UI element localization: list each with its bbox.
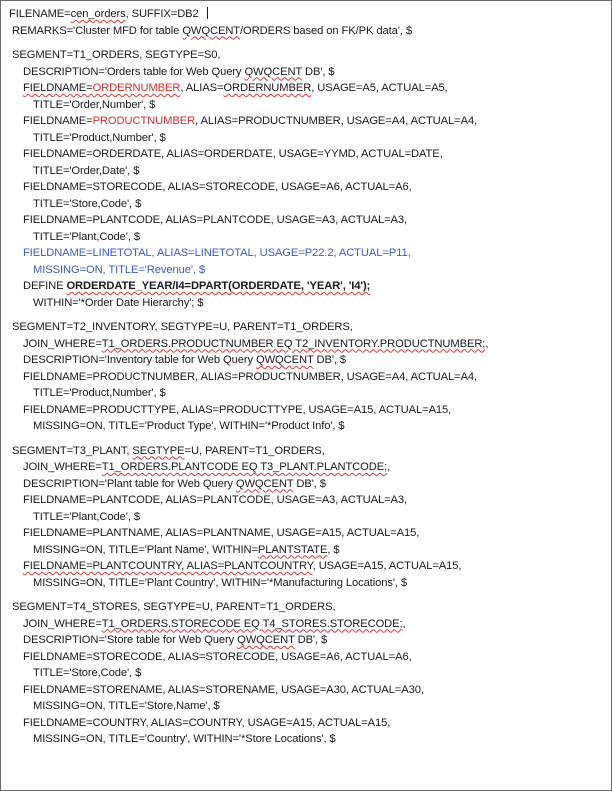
code-text: MISSING=ON, TITLE='Store,Name', $ [33, 700, 220, 712]
code-text: FIELDNAME=STORENAME, ALIAS=STORENAME, USAGE=A30, ACTUAL=A30, [23, 683, 424, 696]
code-text: TITLE='Order,Date', $ [33, 164, 140, 177]
code-line [9, 632, 607, 649]
code-text: WITHIN='*Store Locations', $ [193, 733, 336, 745]
code-text: DB', $ [301, 65, 335, 78]
code-line [9, 278, 607, 295]
code-text: FIELDNAME=COUNTRY, ALIAS=COUNTRY, USAGE=A15, ACTUAL=A15, [23, 716, 391, 729]
code-text: FIELDNAME=PLANTNAME, ALIAS=PLANTNAME, USAGE=A15, ACTUAL=A15, [23, 527, 420, 539]
code-text: , [387, 461, 391, 473]
blank-line [9, 435, 607, 443]
code-text: , USAGE=A15, ACTUAL=A15, [312, 560, 462, 572]
code-text: ORDERNUMBER [223, 82, 312, 94]
code-line [9, 542, 607, 559]
code-line [9, 47, 607, 64]
code-line [9, 525, 607, 542]
code-text: FIELDNAME= [23, 115, 93, 127]
code-line [9, 212, 607, 229]
code-text: /ORDERS based on FK/PK data', $ [240, 24, 412, 37]
code-line [9, 64, 607, 81]
code-line [9, 492, 607, 509]
code-text: REMARKS='Cluster MFD for table [12, 24, 183, 37]
code-text: DEFINE [23, 280, 67, 292]
code-text: WITHIN='*Order Date Hierarchy'; $ [33, 296, 204, 309]
code-text: ORDERDATE_YEAR/I4=DPART(ORDERDATE, 'YEAR', 'I4'); [66, 280, 371, 292]
code-text: , USAGE=A5, ACTUAL=A5, [311, 82, 448, 94]
code-text: TITLE='Store,Code', $ [33, 667, 142, 679]
code-line [9, 402, 607, 419]
code-text: =U, PARENT=T1_ORDERS, [184, 444, 325, 457]
code-line [9, 558, 607, 575]
code-line [9, 599, 607, 616]
code-line [9, 196, 607, 213]
code-text: , ALIAS=PRODUCTNUMBER, USAGE=A4, ACTUAL=A4, [195, 115, 478, 127]
code-text: QWQCENT [235, 477, 294, 490]
code-text: , ALIAS= [180, 82, 224, 94]
code-text: MISSING=ON, TITLE='Product Type', WITHIN='*Product Info', $ [33, 420, 345, 432]
code-line [9, 369, 607, 386]
code-text: DESCRIPTION='Inventory table for Web Query [23, 354, 256, 366]
code-text: FIELDNAME=LINETOTAL, ALIAS=LINETOTAL, USAGE=P22.2, ACTUAL=P11, [23, 247, 411, 259]
code-text: TITLE='Plant,Code', $ [33, 230, 140, 243]
code-line [9, 731, 607, 748]
code-line [9, 476, 607, 493]
code-text: QWQCENT [255, 354, 314, 366]
code-text: DB', $ [294, 634, 328, 646]
code-text: SEGMENT=T1_ORDERS, SEGTYPE=S0, [12, 49, 221, 61]
code-text: ORDERNUMBER [92, 82, 181, 94]
code-line [9, 146, 607, 163]
code-text: FIELDNAME=STORECODE, ALIAS=STORECODE, USAGE=A6, ACTUAL=A6, [23, 181, 412, 193]
code-text: TITLE='Store,Code', $ [33, 197, 142, 210]
code-line [9, 385, 607, 402]
code-line [9, 616, 607, 633]
code-line [9, 179, 607, 196]
code-line [9, 229, 607, 246]
mfd-code-listing [9, 6, 607, 748]
code-text: QWQCENT [237, 634, 295, 646]
code-text: T1_ORDERS.PRODUCTNUMBER EQ T2_INVENTORY.PRODUCTNUMBER; [101, 337, 486, 350]
code-text: TITLE='Product,Number', $ [33, 131, 166, 144]
code-text: FIELDNAME=PLANTCOUNTRY, ALIAS=PLANTCOUNTRY [23, 560, 313, 572]
code-line [9, 80, 607, 97]
code-text: DESCRIPTION='Plant table for Web Query [23, 477, 236, 490]
code-text: TITLE='Order,Number', $ [33, 98, 156, 111]
code-text: FIELDNAME=STORECODE, ALIAS=STORECODE, USAGE=A6, ACTUAL=A6, [23, 650, 412, 663]
text-cursor [207, 7, 208, 19]
code-text: TITLE='Plant,Code', $ [33, 510, 140, 523]
code-text: PRODUCTNUMBER [92, 115, 196, 127]
code-line [9, 113, 607, 130]
code-text: , [485, 337, 489, 350]
code-text: SEGMENT=T2_INVENTORY, SEGTYPE=U, PARENT=T1_ORDERS, [12, 321, 353, 333]
code-text: PLANTSTATE [257, 543, 328, 556]
code-line [9, 649, 607, 666]
code-line [9, 336, 607, 353]
code-text: MISSING=ON, TITLE='Revenue', $ [33, 263, 206, 276]
code-line [9, 682, 607, 699]
code-text: DESCRIPTION='Store table for Web Query [23, 634, 238, 646]
code-text: JOIN_WHERE= [23, 337, 102, 350]
blank-line [9, 311, 607, 319]
code-line [9, 130, 607, 147]
code-text: QWQCENT [244, 65, 302, 78]
code-line [9, 245, 607, 262]
code-text: DESCRIPTION='Orders table for Web Query [23, 65, 245, 78]
code-line [9, 6, 607, 23]
code-line [9, 575, 607, 592]
code-text: T1_ORDERS.PLANTCODE EQ T3_PLANT.PLANTCODE; [101, 461, 388, 473]
code-text: FIELDNAME=PRODUCTNUMBER, ALIAS=PRODUCTNUMBER, USAGE=A4, ACTUAL=A4, [23, 370, 478, 383]
blank-line [9, 591, 607, 599]
code-line [9, 352, 607, 369]
code-text: FIELDNAME=PLANTCODE, ALIAS=PLANTCODE, USAGE=A3, ACTUAL=A3, [23, 214, 408, 226]
code-text: FIELDNAME=PRODUCTTYPE, ALIAS=PRODUCTTYPE, USAGE=A15, ACTUAL=A15, [23, 403, 452, 416]
code-text: , SUFFIX=DB2 [125, 8, 199, 20]
code-text: MISSING=ON, TITLE='Plant Country', WITHIN='*Manufacturing Locations', $ [33, 576, 407, 589]
code-text: QWQCENT [182, 24, 241, 37]
code-line [9, 715, 607, 732]
code-text: MISSING=ON, TITLE='Country', [33, 733, 194, 745]
code-line [9, 459, 607, 476]
code-text: JOIN_WHERE= [23, 461, 102, 473]
code-text: DB', $ [293, 477, 326, 490]
code-text: SEGTYPE [132, 444, 185, 457]
code-line [9, 97, 607, 114]
code-text: TITLE='Product,Number', $ [33, 387, 166, 399]
code-text: , $ [327, 543, 340, 556]
code-line [9, 698, 607, 715]
code-line [9, 23, 607, 40]
code-line [9, 295, 607, 312]
code-text: DB', $ [313, 354, 347, 366]
blank-line [9, 39, 607, 47]
code-line [9, 665, 607, 682]
code-text: FIELDNAME=PLANTCODE, ALIAS=PLANTCODE, USAGE=A3, ACTUAL=A3, [23, 494, 408, 506]
code-text: MISSING=ON, TITLE='Plant Name', WITHIN= [33, 543, 258, 556]
code-line [9, 418, 607, 435]
code-text: SEGMENT=T3_PLANT, [12, 444, 133, 457]
code-text: FIELDNAME=ORDERDATE, ALIAS=ORDERDATE, USAGE=YYMD, ACTUAL=DATE, [23, 148, 443, 160]
code-text: SEGMENT=T4_STORES, SEGTYPE=U, PARENT=T1_ORDERS, [12, 601, 336, 613]
code-text: , [402, 617, 406, 630]
code-text: T1_ORDERS.STORECODE EQ T4_STORES.STORECODE; [101, 617, 403, 630]
code-line [9, 509, 607, 526]
code-text: cen_orders [70, 8, 126, 20]
code-line [9, 163, 607, 180]
code-text: FILENAME= [9, 8, 71, 20]
code-text: JOIN_WHERE= [23, 617, 102, 630]
code-text: FIELDNAME= [23, 82, 93, 94]
code-line [9, 319, 607, 336]
code-line [9, 262, 607, 279]
code-line [9, 443, 607, 460]
